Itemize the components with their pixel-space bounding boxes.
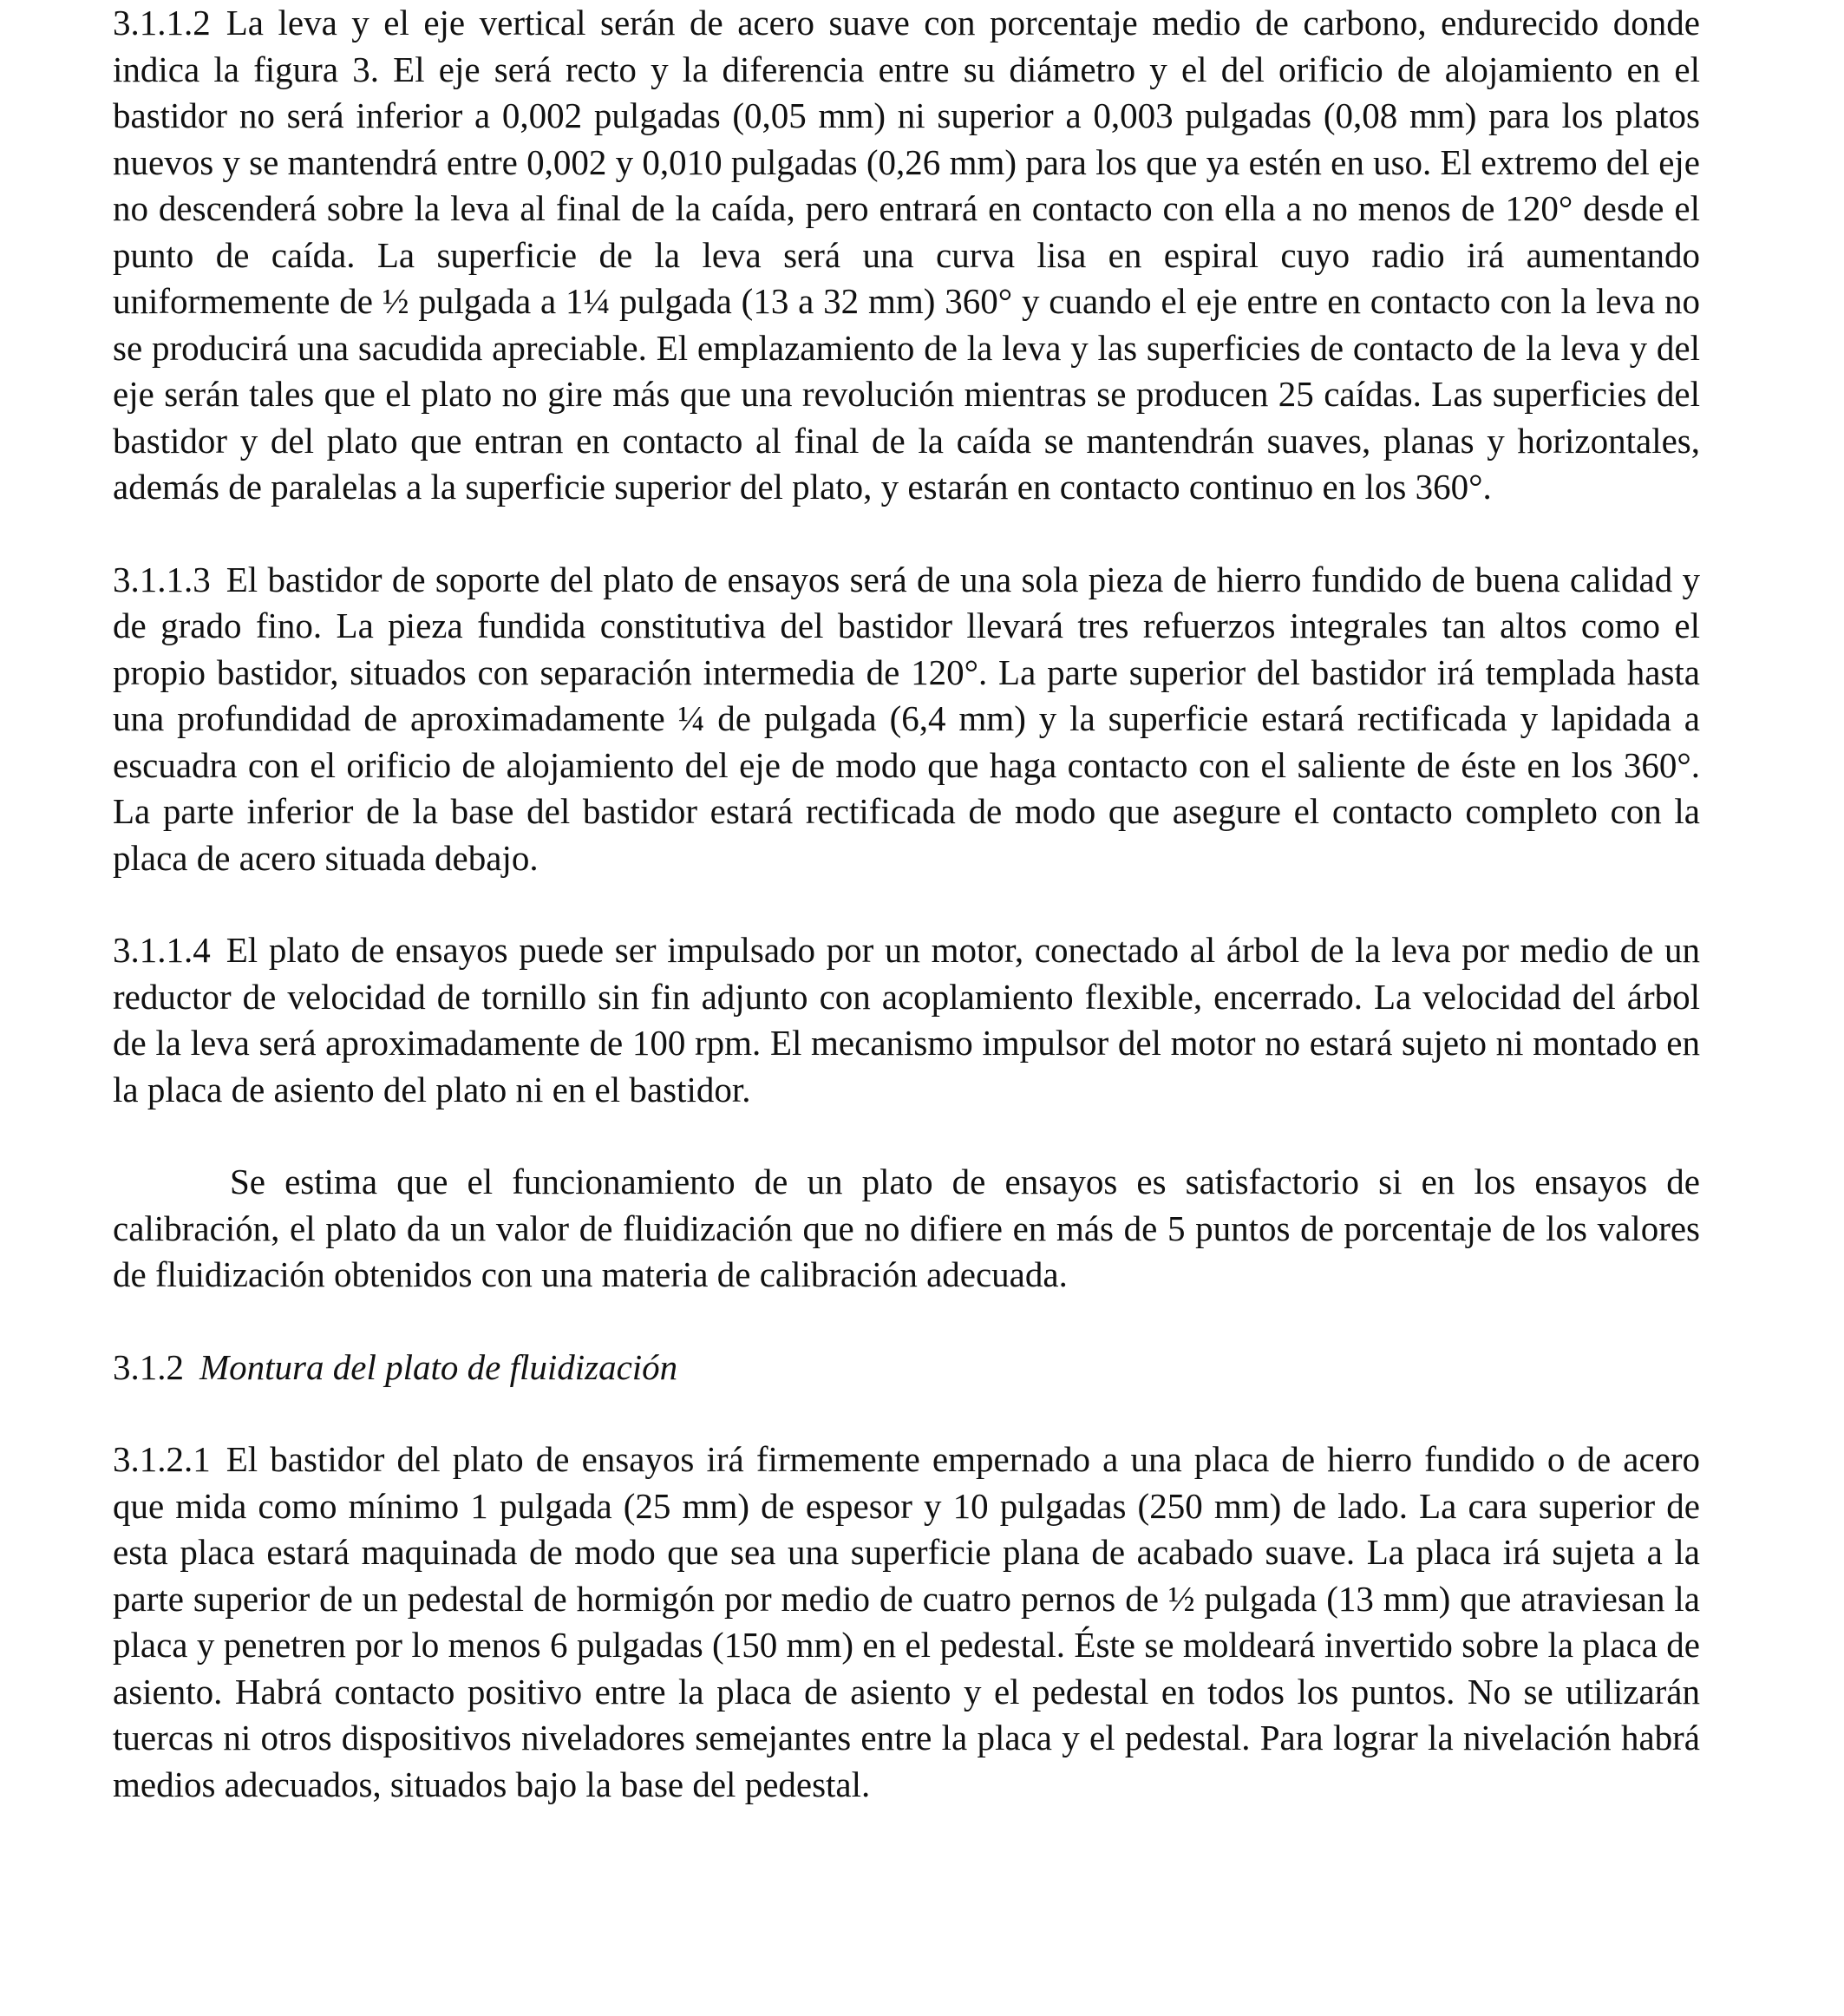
paragraph-3-1-1-4 [113,927,1700,1113]
paragraph-text: El bastidor del plato de ensayos irá firmemente empernado a una placa de hierro fundido o de acero que mida como mínimo 1 pulgada (25 mm) de espesor y 10 pulgadas (250 mm) de lado. La cara superior de esta placa estará maquinada de modo que sea una superficie plana de acabado suave. La placa irá sujeta a la parte superior de un pedestal de hormigón por medio de cuatro pernos de ½ pulgada (13 mm) que atraviesan la placa y penetren por lo menos 6 pulgadas (150 mm) en el pedestal. Éste se moldeará invertido sobre la placa de asiento. Habrá contacto positivo entre la placa de asiento y el pedestal en todos los puntos. No se utilizarán tuercas ni otros dispositivos niveladores semejantes entre la placa y el pedestal. Para lograr la nivelación habrá medios adecuados, situados bajo la base del pedestal. [113,1439,1700,1804]
paragraph-number: 3.1.1.2 [113,3,211,43]
section-number: 3.1.2 [113,1346,184,1387]
document-page [113,0,1700,1808]
calibration-note: Se estima que el funcionamiento de un plato de ensayos es satisfactorio si en los ensayos de calibración, el plato da un valor de fluidización que no difiere en más de 5 puntos de porcentaje de los valores de fluidización obtenidos con una materia de calibración adecuada. [113,1162,1700,1294]
paragraph-3-1-1-3 [113,557,1700,882]
paragraph-3-1-1-2 [113,0,1700,511]
paragraph-text: El plato de ensayos puede ser impulsado por un motor, conectado al árbol de la leva por medio de un reductor de velocidad de tornillo sin fin adjunto con acoplamiento flexible, encerrado. La velocidad del árbol de la leva será aproximadamente de 100 rpm. El mecanismo impulsor del motor no estará sujeto ni montado en la placa de asiento del plato ni en el bastidor. [113,930,1700,1109]
section-title: Montura del plato de fluidización [199,1346,678,1387]
paragraph-text: La leva y el eje vertical serán de acero suave con porcentaje medio de carbono, endurecido donde indica la figura 3. El eje será recto y la diferencia entre su diámetro y el del orificio de alojamiento en el bastidor no será inferior a 0,002 pulgadas (0,05 mm) ni superior a 0,003 pulgadas (0,08 mm) para los platos nuevos y se mantendrá entre 0,002 y 0,010 pulgadas (0,26 mm) para los que ya estén en uso. El extremo del eje no descenderá sobre la leva al final de la caída, pero entrará en contacto con ella a no menos de 120° desde el punto de caída. La superficie de la leva será una curva lisa en espiral cuyo radio irá aumentando uniformemente de ½ pulgada a 1¼ pulgada (13 a 32 mm) 360° y cuando el eje entre en contacto con la leva no se producirá una sacudida apreciable. El emplazamiento de la leva y las superficies de contacto de la leva y del eje serán tales que el plato no gire más que una revolución mientras se producen 25 caídas. Las superficies del bastidor y del plato que entran en contacto al final de la caída se mantendrán suaves, planas y horizontales, además de paralelas a la superficie superior del plato, y estarán en contacto continuo en los 360°. [113,3,1700,507]
paragraph-number: 3.1.1.3 [113,559,211,599]
paragraph-number: 3.1.2.1 [113,1439,211,1479]
paragraph-3-1-2-1 [113,1437,1700,1808]
paragraph-text: El bastidor de soporte del plato de ensayos será de una sola pieza de hierro fundido de buena calidad y de grado fino. La pieza fundida constitutiva del bastidor llevará tres refuerzos integrales tan altos como el propio bastidor, situados con separación intermedia de 120°. La parte superior del bastidor irá templada hasta una profundidad de aproximadamente ¼ de pulgada (6,4 mm) y la superficie estará rectificada y lapidada a escuadra con el orificio de alojamiento del eje de modo que haga contacto con el saliente de éste en los 360°. La parte inferior de la base del bastidor estará rectificada de modo que asegure el contacto completo con la placa de acero situada debajo. [113,559,1700,878]
section-heading-3-1-2 [113,1345,1700,1391]
paragraph-number: 3.1.1.4 [113,930,211,970]
